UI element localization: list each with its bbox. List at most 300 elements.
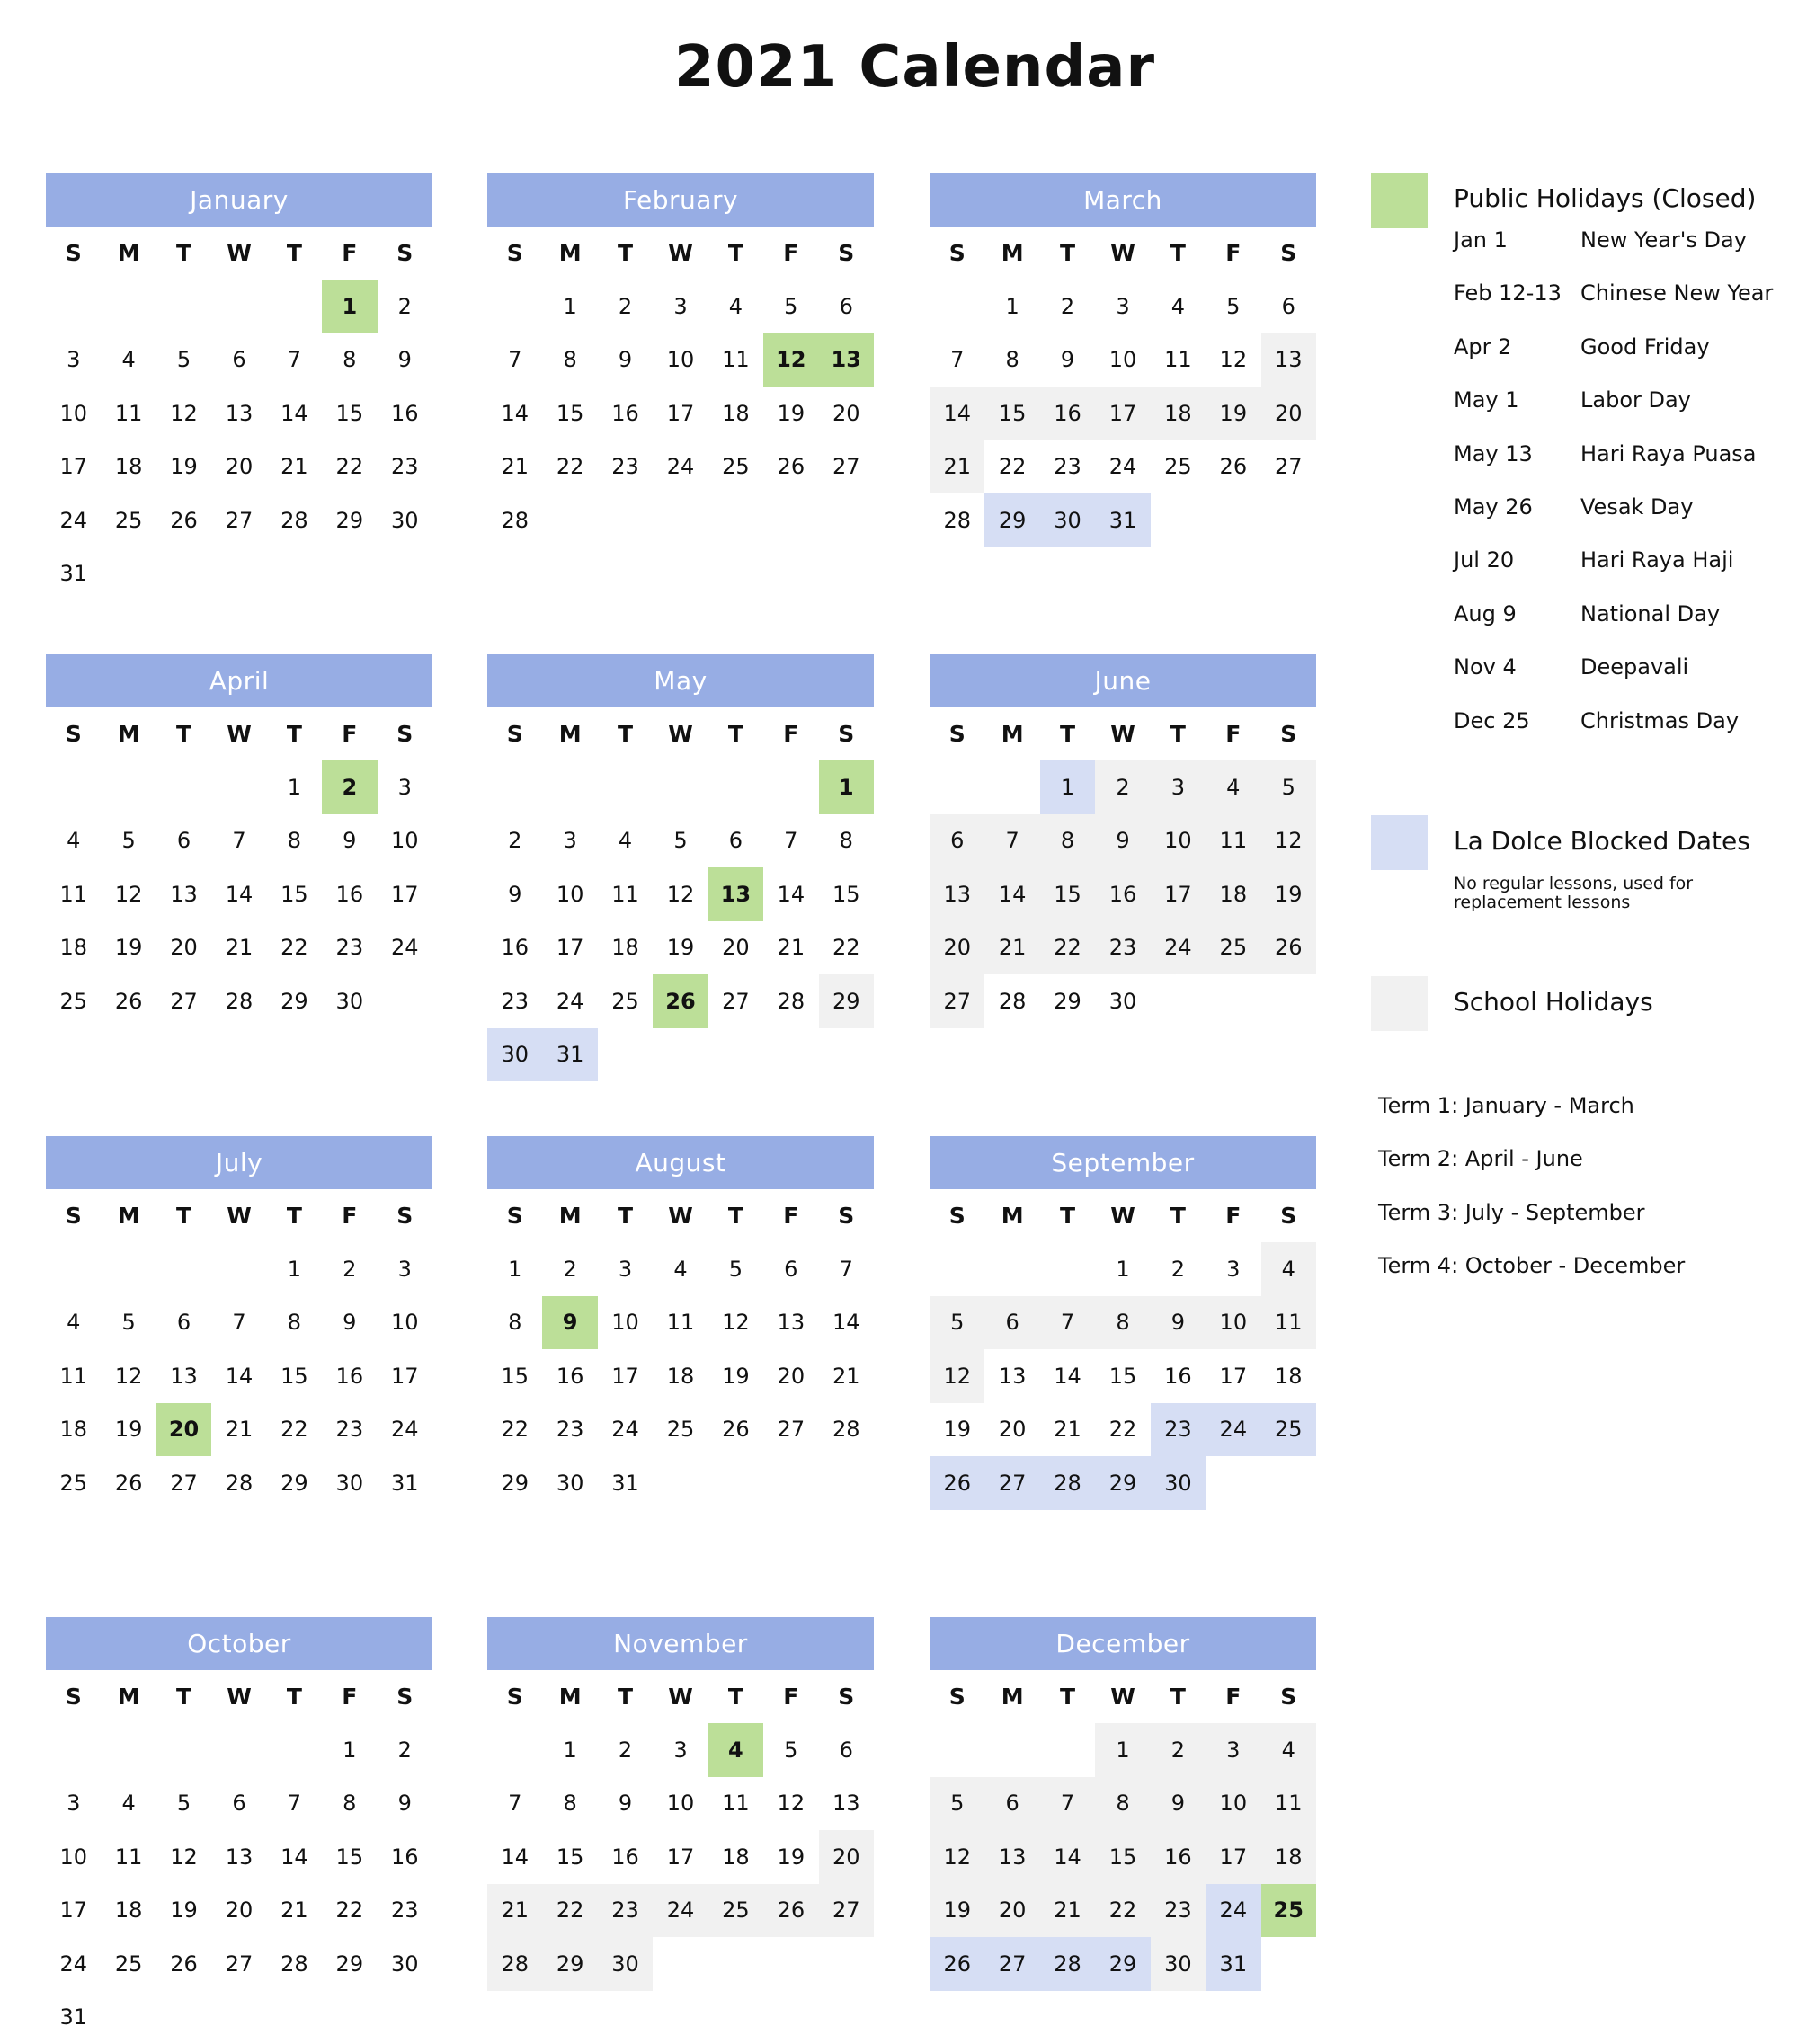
weekday-label: S xyxy=(930,1670,984,1723)
day-cell: 12 xyxy=(763,333,818,387)
day-cell: 24 xyxy=(598,1403,653,1457)
day-cell: 21 xyxy=(211,1403,266,1457)
day-cell: 17 xyxy=(542,921,597,975)
day-cell: 14 xyxy=(267,387,322,440)
day-cell: 7 xyxy=(487,333,542,387)
weekday-label: S xyxy=(1261,1670,1316,1723)
day-cell: 28 xyxy=(211,1456,266,1510)
day-cell: 6 xyxy=(156,814,211,868)
day-cell: 24 xyxy=(653,440,708,494)
day-cell: 5 xyxy=(156,333,211,387)
day-cell: 17 xyxy=(653,1830,708,1884)
holiday-date: Apr 2 xyxy=(1454,334,1580,360)
day-cell: 29 xyxy=(322,1937,377,1991)
day-cell: 27 xyxy=(984,1937,1039,1991)
weekday-label: S xyxy=(487,707,542,760)
day-cell: 16 xyxy=(322,867,377,921)
empty-cell xyxy=(46,1242,101,1296)
weekday-header-row xyxy=(487,1189,874,1242)
weekday-label: T xyxy=(708,707,763,760)
day-cell: 5 xyxy=(930,1777,984,1831)
weekday-label: M xyxy=(101,1189,156,1242)
day-cell: 26 xyxy=(156,493,211,547)
month-march xyxy=(930,173,1316,547)
day-cell: 3 xyxy=(653,1723,708,1777)
day-cell: 15 xyxy=(322,387,377,440)
day-cell: 8 xyxy=(487,1296,542,1350)
day-cell: 24 xyxy=(653,1884,708,1938)
day-cell: 17 xyxy=(46,1884,101,1938)
term-item: Term 2: April - June xyxy=(1378,1146,1583,1171)
term-item: Term 4: October - December xyxy=(1378,1253,1685,1278)
day-cell: 27 xyxy=(984,1456,1039,1510)
month-header: September xyxy=(930,1136,1316,1189)
weekday-header-row xyxy=(46,1670,432,1723)
day-cell: 21 xyxy=(763,921,818,975)
day-cell: 23 xyxy=(378,1884,432,1938)
weekday-label: F xyxy=(322,1670,377,1723)
day-cell: 19 xyxy=(708,1349,763,1403)
empty-cell xyxy=(101,280,156,333)
day-cell: 19 xyxy=(156,440,211,494)
day-cell: 17 xyxy=(1206,1349,1260,1403)
day-cell: 26 xyxy=(930,1456,984,1510)
day-cell: 18 xyxy=(708,387,763,440)
blocked-dates-note: No regular lessons, used for replacement lessons xyxy=(1454,875,1741,912)
day-cell: 29 xyxy=(1095,1937,1150,1991)
day-cell: 3 xyxy=(46,333,101,387)
weekday-header-row xyxy=(46,227,432,280)
day-cell: 4 xyxy=(1206,760,1260,814)
weekday-label: F xyxy=(1206,227,1260,280)
day-cell: 12 xyxy=(708,1296,763,1350)
day-cell: 29 xyxy=(322,493,377,547)
day-cell: 5 xyxy=(763,280,818,333)
empty-cell xyxy=(211,760,266,814)
day-cell: 1 xyxy=(819,760,874,814)
day-cell: 18 xyxy=(46,1403,101,1457)
month-header: December xyxy=(930,1617,1316,1670)
day-grid xyxy=(46,280,432,600)
weekday-label: M xyxy=(542,227,597,280)
day-cell: 4 xyxy=(598,814,653,868)
day-cell: 21 xyxy=(1040,1884,1095,1938)
day-cell: 10 xyxy=(542,867,597,921)
weekday-header-row xyxy=(930,227,1316,280)
day-cell: 31 xyxy=(378,1456,432,1510)
day-cell: 16 xyxy=(542,1349,597,1403)
day-cell: 21 xyxy=(267,1884,322,1938)
day-cell: 19 xyxy=(653,921,708,975)
day-cell: 23 xyxy=(598,440,653,494)
day-cell: 9 xyxy=(542,1296,597,1350)
holiday-date: Feb 12-13 xyxy=(1454,280,1580,306)
day-cell: 21 xyxy=(487,1884,542,1938)
day-cell: 20 xyxy=(156,921,211,975)
day-cell: 28 xyxy=(984,974,1039,1028)
day-cell: 10 xyxy=(1095,333,1150,387)
weekday-label: S xyxy=(46,227,101,280)
day-cell: 23 xyxy=(1095,921,1150,975)
weekday-label: F xyxy=(763,1189,818,1242)
day-cell: 10 xyxy=(46,1830,101,1884)
weekday-label: W xyxy=(1095,1189,1150,1242)
weekday-label: M xyxy=(101,227,156,280)
day-cell: 18 xyxy=(1261,1349,1316,1403)
weekday-label: S xyxy=(46,707,101,760)
weekday-label: F xyxy=(322,1189,377,1242)
weekday-label: T xyxy=(1040,227,1095,280)
day-cell: 19 xyxy=(101,1403,156,1457)
day-cell: 2 xyxy=(1095,760,1150,814)
day-cell: 13 xyxy=(211,1830,266,1884)
day-cell: 21 xyxy=(487,440,542,494)
day-cell: 25 xyxy=(708,1884,763,1938)
day-cell: 8 xyxy=(267,1296,322,1350)
day-cell: 9 xyxy=(598,333,653,387)
day-cell: 14 xyxy=(1040,1830,1095,1884)
day-cell: 25 xyxy=(101,493,156,547)
day-cell: 30 xyxy=(378,493,432,547)
weekday-label: W xyxy=(211,1670,266,1723)
day-cell: 20 xyxy=(156,1403,211,1457)
day-cell: 2 xyxy=(598,1723,653,1777)
day-cell: 23 xyxy=(1151,1884,1206,1938)
day-cell: 2 xyxy=(1151,1723,1206,1777)
day-cell: 2 xyxy=(322,760,377,814)
day-cell: 10 xyxy=(653,333,708,387)
day-cell: 12 xyxy=(101,1349,156,1403)
weekday-label: S xyxy=(378,707,432,760)
weekday-label: T xyxy=(708,1189,763,1242)
day-cell: 17 xyxy=(378,1349,432,1403)
day-cell: 15 xyxy=(984,387,1039,440)
day-cell: 1 xyxy=(267,1242,322,1296)
holiday-date: Jan 1 xyxy=(1454,227,1580,253)
day-cell: 20 xyxy=(763,1349,818,1403)
day-cell: 13 xyxy=(819,1777,874,1831)
holiday-name: Hari Raya Haji xyxy=(1580,547,1733,573)
weekday-label: M xyxy=(542,707,597,760)
weekday-label: W xyxy=(653,227,708,280)
day-cell: 10 xyxy=(378,814,432,868)
weekday-header-row xyxy=(930,707,1316,760)
month-october xyxy=(46,1617,432,2044)
day-cell: 30 xyxy=(1040,493,1095,547)
day-cell: 13 xyxy=(763,1296,818,1350)
day-cell: 24 xyxy=(1206,1403,1260,1457)
weekday-label: F xyxy=(1206,707,1260,760)
empty-cell xyxy=(708,760,763,814)
holiday-name: Vesak Day xyxy=(1580,494,1693,520)
day-cell: 1 xyxy=(487,1242,542,1296)
weekday-label: T xyxy=(1151,1670,1206,1723)
day-cell: 1 xyxy=(267,760,322,814)
day-cell: 4 xyxy=(46,814,101,868)
day-cell: 17 xyxy=(1206,1830,1260,1884)
day-cell: 7 xyxy=(211,814,266,868)
day-cell: 25 xyxy=(653,1403,708,1457)
day-cell: 23 xyxy=(487,974,542,1028)
day-cell: 6 xyxy=(156,1296,211,1350)
day-cell: 13 xyxy=(156,867,211,921)
day-cell: 5 xyxy=(101,1296,156,1350)
weekday-label: S xyxy=(378,227,432,280)
day-grid xyxy=(46,1242,432,1510)
weekday-label: T xyxy=(1151,707,1206,760)
day-cell: 6 xyxy=(984,1777,1039,1831)
day-cell: 29 xyxy=(267,974,322,1028)
day-cell: 18 xyxy=(46,921,101,975)
weekday-label: F xyxy=(322,227,377,280)
weekday-label: F xyxy=(322,707,377,760)
day-cell: 22 xyxy=(542,1884,597,1938)
day-cell: 17 xyxy=(378,867,432,921)
weekday-label: F xyxy=(763,227,818,280)
day-cell: 21 xyxy=(819,1349,874,1403)
day-cell: 2 xyxy=(1040,280,1095,333)
holiday-date: Dec 25 xyxy=(1454,708,1580,733)
day-cell: 20 xyxy=(984,1884,1039,1938)
day-cell: 22 xyxy=(1095,1884,1150,1938)
empty-cell xyxy=(930,1723,984,1777)
day-cell: 30 xyxy=(378,1937,432,1991)
day-cell: 3 xyxy=(378,1242,432,1296)
weekday-header-row xyxy=(46,707,432,760)
empty-cell xyxy=(211,1723,266,1777)
day-cell: 14 xyxy=(487,387,542,440)
day-cell: 15 xyxy=(1095,1830,1150,1884)
weekday-label: T xyxy=(156,707,211,760)
holiday-name: Hari Raya Puasa xyxy=(1580,441,1757,467)
day-cell: 6 xyxy=(211,1777,266,1831)
day-cell: 24 xyxy=(46,493,101,547)
day-cell: 11 xyxy=(101,387,156,440)
day-cell: 12 xyxy=(1206,333,1260,387)
day-cell: 5 xyxy=(156,1777,211,1831)
day-cell: 24 xyxy=(378,1403,432,1457)
day-cell: 15 xyxy=(1040,867,1095,921)
month-december xyxy=(930,1617,1316,1991)
weekday-label: T xyxy=(267,707,322,760)
weekday-label: W xyxy=(1095,227,1150,280)
day-cell: 18 xyxy=(1151,387,1206,440)
day-cell: 13 xyxy=(984,1349,1039,1403)
day-cell: 28 xyxy=(267,1937,322,1991)
day-cell: 10 xyxy=(1206,1296,1260,1350)
day-cell: 24 xyxy=(1095,440,1150,494)
holiday-name: Christmas Day xyxy=(1580,708,1739,733)
empty-cell xyxy=(930,280,984,333)
day-cell: 8 xyxy=(542,333,597,387)
empty-cell xyxy=(487,760,542,814)
weekday-label: T xyxy=(1151,227,1206,280)
weekday-label: S xyxy=(819,707,874,760)
day-cell: 19 xyxy=(763,1830,818,1884)
day-cell: 25 xyxy=(46,1456,101,1510)
day-cell: 27 xyxy=(763,1403,818,1457)
day-cell: 18 xyxy=(598,921,653,975)
day-cell: 26 xyxy=(763,440,818,494)
month-header: July xyxy=(46,1136,432,1189)
day-cell: 15 xyxy=(322,1830,377,1884)
holiday-date: May 1 xyxy=(1454,387,1580,413)
day-cell: 28 xyxy=(763,974,818,1028)
day-grid xyxy=(487,1723,874,1991)
weekday-label: M xyxy=(984,1670,1039,1723)
day-grid xyxy=(930,280,1316,547)
day-cell: 21 xyxy=(211,921,266,975)
day-cell: 10 xyxy=(378,1296,432,1350)
day-cell: 10 xyxy=(598,1296,653,1350)
day-cell: 25 xyxy=(101,1937,156,1991)
day-cell: 15 xyxy=(819,867,874,921)
weekday-label: T xyxy=(156,227,211,280)
holiday-name: Chinese New Year xyxy=(1580,280,1773,306)
day-cell: 14 xyxy=(487,1830,542,1884)
day-cell: 15 xyxy=(267,1349,322,1403)
day-cell: 27 xyxy=(1261,440,1316,494)
weekday-label: M xyxy=(984,227,1039,280)
holiday-date: May 13 xyxy=(1454,441,1580,467)
day-cell: 16 xyxy=(322,1349,377,1403)
day-cell: 8 xyxy=(984,333,1039,387)
day-cell: 14 xyxy=(930,387,984,440)
day-cell: 12 xyxy=(930,1830,984,1884)
holiday-name: National Day xyxy=(1580,601,1720,627)
empty-cell xyxy=(156,1242,211,1296)
day-cell: 13 xyxy=(156,1349,211,1403)
month-header: August xyxy=(487,1136,874,1189)
day-cell: 16 xyxy=(1151,1830,1206,1884)
day-grid xyxy=(46,1723,432,2044)
day-cell: 27 xyxy=(211,1937,266,1991)
day-grid xyxy=(930,1242,1316,1510)
day-cell: 7 xyxy=(819,1242,874,1296)
day-cell: 30 xyxy=(322,1456,377,1510)
day-cell: 9 xyxy=(1151,1296,1206,1350)
day-cell: 6 xyxy=(819,1723,874,1777)
day-cell: 15 xyxy=(542,1830,597,1884)
day-cell: 26 xyxy=(101,974,156,1028)
day-cell: 28 xyxy=(267,493,322,547)
day-cell: 27 xyxy=(819,1884,874,1938)
month-header: March xyxy=(930,173,1316,227)
weekday-label: W xyxy=(653,707,708,760)
day-grid xyxy=(487,760,874,1081)
weekday-header-row xyxy=(487,227,874,280)
day-cell: 17 xyxy=(1151,867,1206,921)
day-cell: 24 xyxy=(46,1937,101,1991)
day-cell: 4 xyxy=(1151,280,1206,333)
day-cell: 13 xyxy=(984,1830,1039,1884)
month-header: June xyxy=(930,654,1316,707)
day-cell: 13 xyxy=(819,333,874,387)
day-cell: 29 xyxy=(819,974,874,1028)
day-cell: 19 xyxy=(101,921,156,975)
day-cell: 20 xyxy=(211,440,266,494)
day-cell: 27 xyxy=(930,974,984,1028)
day-cell: 16 xyxy=(1151,1349,1206,1403)
month-february xyxy=(487,173,874,547)
day-cell: 29 xyxy=(542,1937,597,1991)
day-cell: 3 xyxy=(653,280,708,333)
holiday-name: Good Friday xyxy=(1580,334,1710,360)
day-cell: 6 xyxy=(763,1242,818,1296)
day-cell: 1 xyxy=(542,280,597,333)
holiday-date: Nov 4 xyxy=(1454,654,1580,680)
day-cell: 26 xyxy=(156,1937,211,1991)
school-holidays-swatch xyxy=(1371,976,1428,1031)
day-cell: 20 xyxy=(211,1884,266,1938)
day-cell: 7 xyxy=(1040,1777,1095,1831)
day-cell: 28 xyxy=(211,974,266,1028)
weekday-label: S xyxy=(378,1670,432,1723)
holiday-date: Aug 9 xyxy=(1454,601,1580,627)
weekday-label: S xyxy=(487,227,542,280)
day-cell: 8 xyxy=(819,814,874,868)
day-cell: 10 xyxy=(1206,1777,1260,1831)
day-cell: 23 xyxy=(322,1403,377,1457)
day-cell: 6 xyxy=(211,333,266,387)
empty-cell xyxy=(156,280,211,333)
day-cell: 3 xyxy=(378,760,432,814)
day-cell: 11 xyxy=(1151,333,1206,387)
empty-cell xyxy=(267,1723,322,1777)
weekday-label: W xyxy=(211,1189,266,1242)
day-cell: 2 xyxy=(322,1242,377,1296)
day-cell: 8 xyxy=(542,1777,597,1831)
day-cell: 12 xyxy=(156,387,211,440)
day-cell: 31 xyxy=(46,1991,101,2044)
day-cell: 13 xyxy=(211,387,266,440)
weekday-header-row xyxy=(487,1670,874,1723)
day-cell: 3 xyxy=(1206,1723,1260,1777)
day-cell: 16 xyxy=(378,1830,432,1884)
day-cell: 19 xyxy=(1261,867,1316,921)
day-cell: 14 xyxy=(1040,1349,1095,1403)
weekday-label: T xyxy=(598,1189,653,1242)
day-grid xyxy=(46,760,432,1028)
weekday-label: F xyxy=(1206,1189,1260,1242)
day-cell: 15 xyxy=(267,867,322,921)
empty-cell xyxy=(930,1242,984,1296)
day-cell: 26 xyxy=(653,974,708,1028)
day-cell: 19 xyxy=(763,387,818,440)
day-cell: 3 xyxy=(46,1777,101,1831)
day-cell: 31 xyxy=(542,1028,597,1082)
empty-cell xyxy=(46,1723,101,1777)
day-cell: 14 xyxy=(211,867,266,921)
day-cell: 14 xyxy=(763,867,818,921)
day-cell: 15 xyxy=(487,1349,542,1403)
day-grid xyxy=(487,1242,874,1510)
day-cell: 20 xyxy=(708,921,763,975)
day-cell: 8 xyxy=(322,333,377,387)
day-cell: 20 xyxy=(930,921,984,975)
empty-cell xyxy=(211,1242,266,1296)
weekday-label: W xyxy=(1095,1670,1150,1723)
empty-cell xyxy=(101,1242,156,1296)
weekday-label: M xyxy=(101,707,156,760)
day-cell: 26 xyxy=(930,1937,984,1991)
day-cell: 9 xyxy=(322,1296,377,1350)
day-cell: 27 xyxy=(708,974,763,1028)
day-cell: 5 xyxy=(763,1723,818,1777)
weekday-label: T xyxy=(1151,1189,1206,1242)
day-cell: 4 xyxy=(1261,1242,1316,1296)
day-cell: 18 xyxy=(101,440,156,494)
